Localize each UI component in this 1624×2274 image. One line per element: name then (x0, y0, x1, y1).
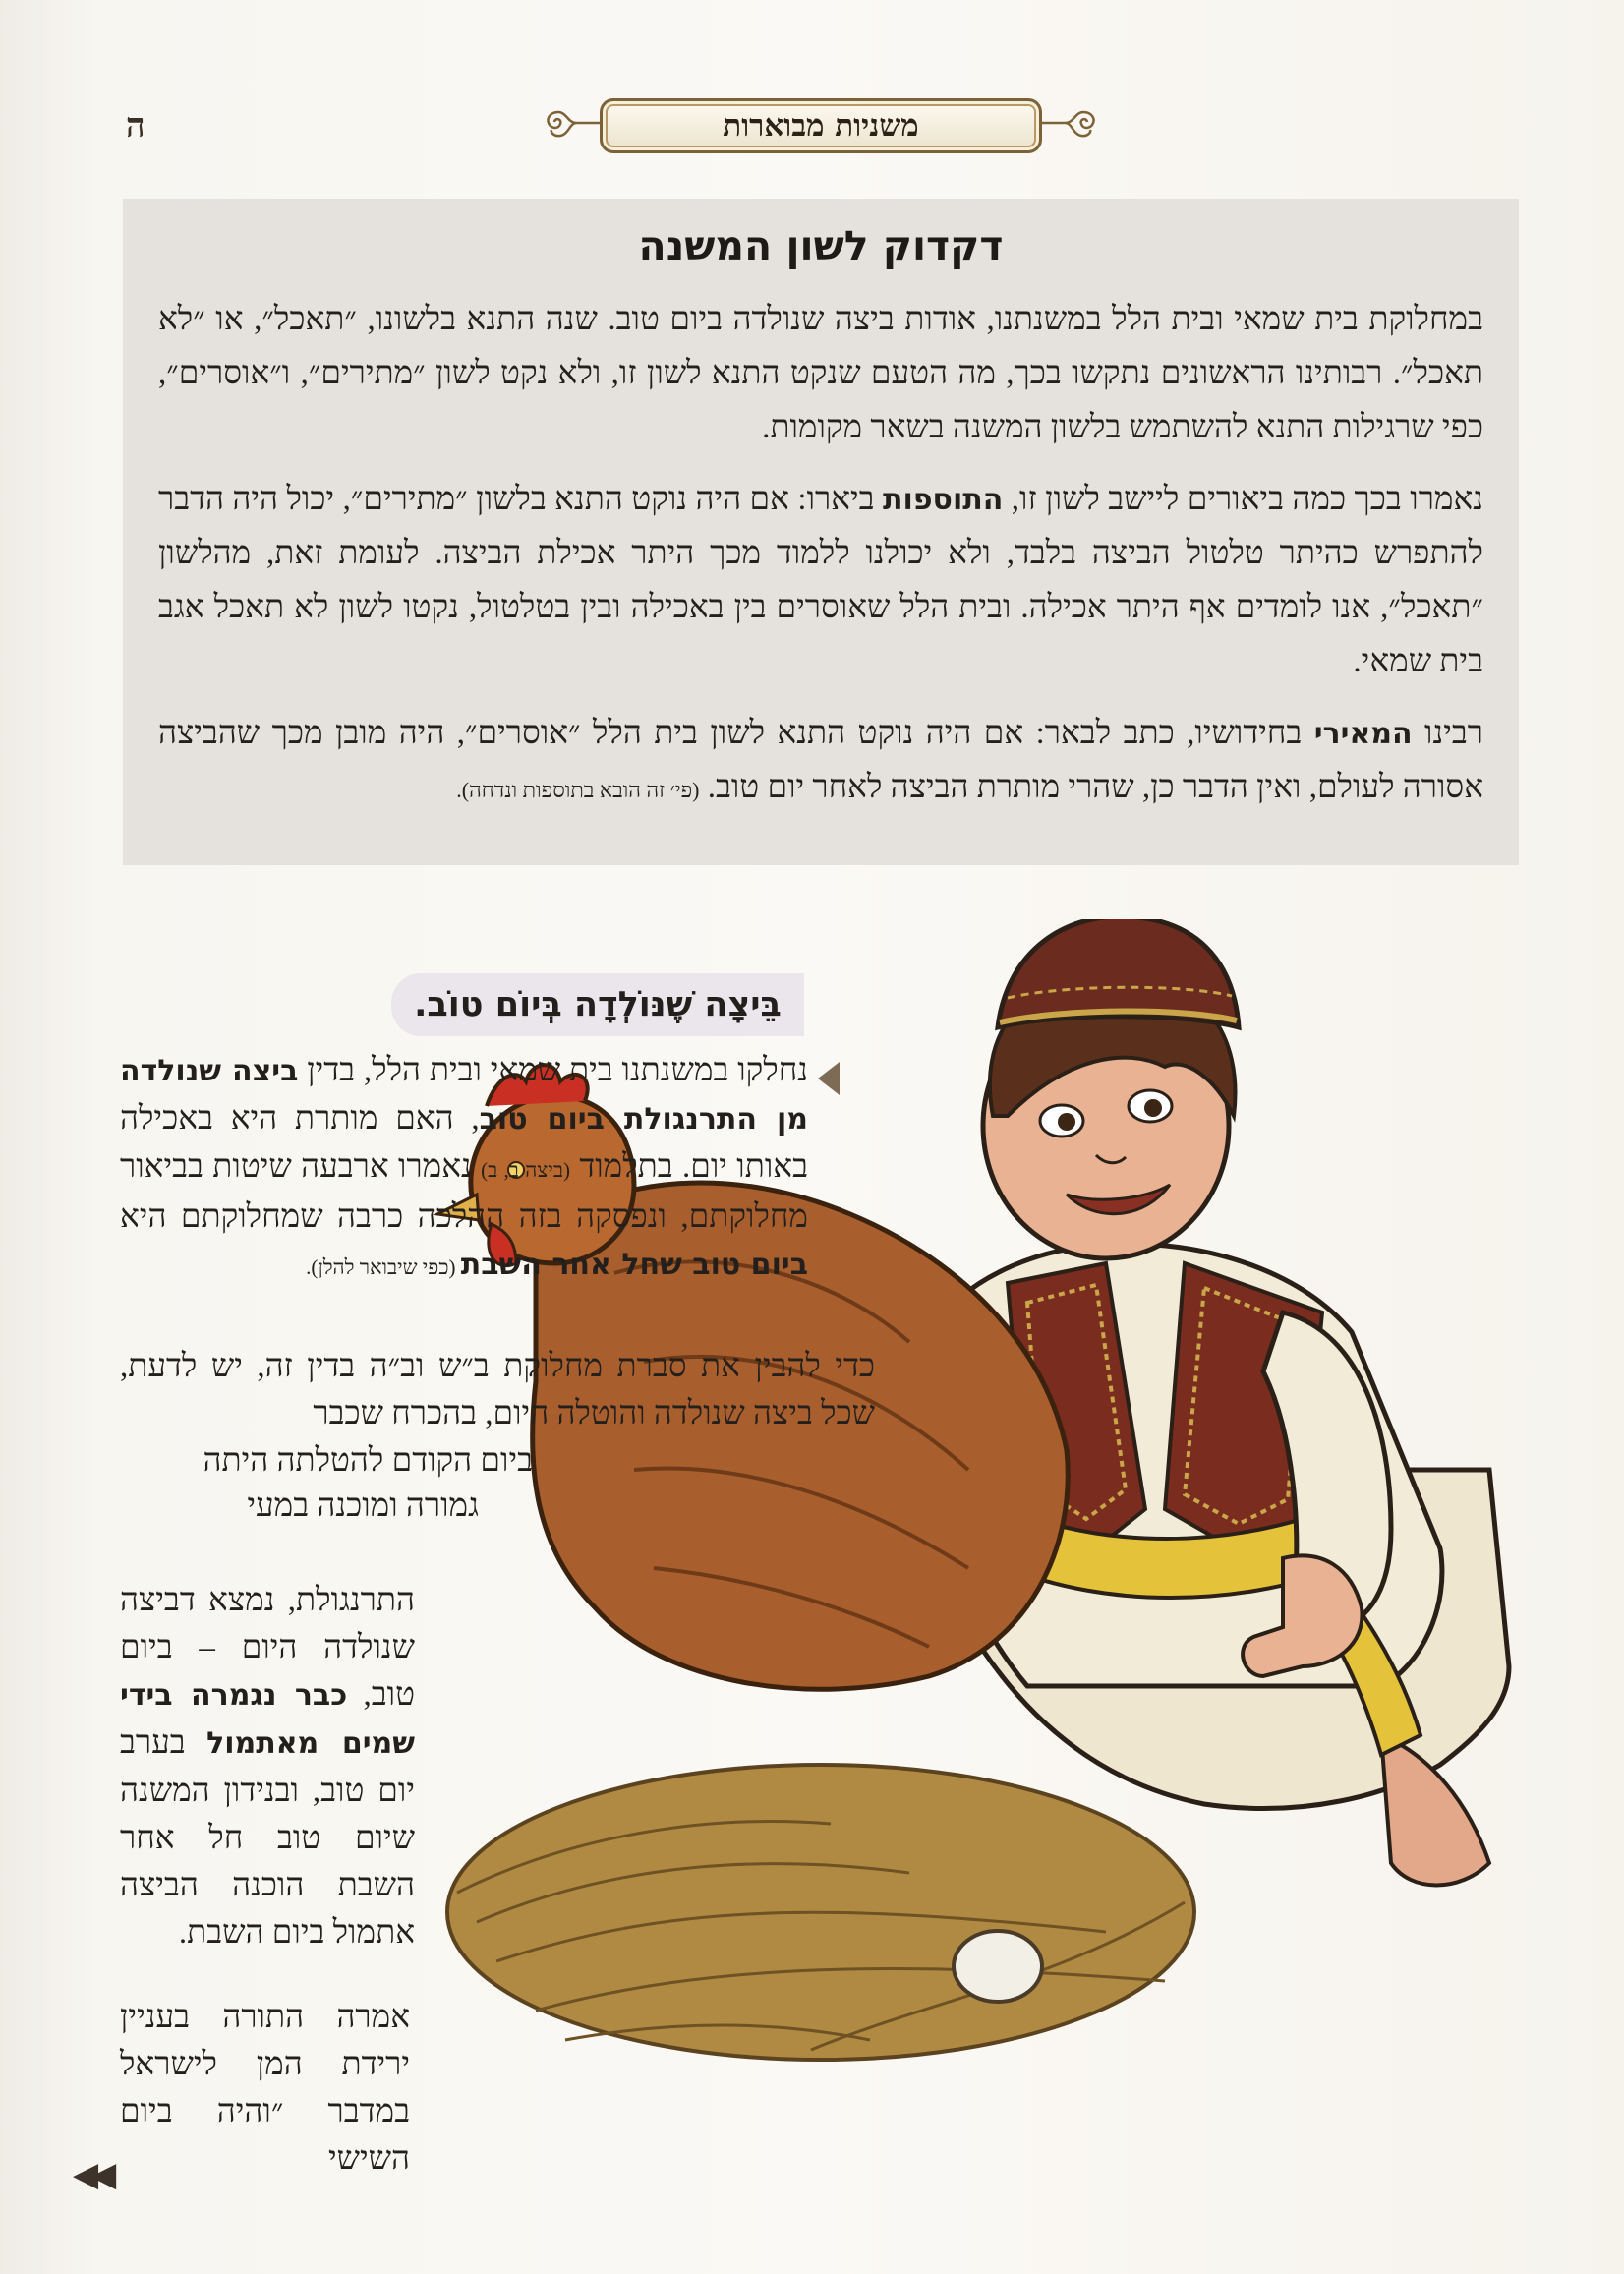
running-header (541, 94, 1101, 153)
section-paragraph-4: גמורה ומוכנה במעי (247, 1488, 479, 1524)
yomtov-after-shabbat-term: ביום טוב שחל אחר השבת (460, 1248, 808, 1282)
egg-law-term: ביצה שנולדה מן התרנגולת ביום טוב (120, 1054, 808, 1137)
running-head-title: משניות מבוארות (723, 108, 919, 144)
section-paragraph-1: נחלקו במשנתנו בית שמאי ובית הלל, בדין ביצה שנולדה מן התרנגולת ביום טוב, האם מותרת היא באכילה באותו יום. בתלמוד (ביצה ב, ב) נאמרו ארבעה שיטות בביאור מחלוקתם, ונפסקה בזה ההלכה כרבה שמחלוקתם היא ביום טוב שחל אחר השבת (כפי שיבואר להלן). (120, 1053, 808, 1282)
left-flourish-ornament (541, 106, 602, 140)
header-banner (600, 98, 1042, 153)
section-paragraph-5: התרנגולת, נמצא דביצה שנולדה היום – ביום טוב, כבר נגמרה בידי שמים מאתמול בערב יום טוב, ובנידון המשנה שיום טוב חל אחר השבת הוכנה הביצה אתמול ביום השבת. (120, 1583, 415, 1951)
completed-by-heaven-term: כבר נגמרה בידי שמים מאתמול (120, 1678, 415, 1761)
right-flourish-ornament (1040, 106, 1101, 140)
grammar-paragraph-1: במחלוקת בית שמאי ובית הלל במשנתנו, אודות ביצה שנולדה ביום טוב. שנה התנא בלשונו, ״תאכל״, או ״לא תאכל״. רבותינו הראשונים נתקשו בכך, מה הטעם שנקט התנא לשון זו, ולא נקט לשון ״מתירים״, ו״אוסרים״, כפי שרגילות התנא להשתמש בלשון המשנה בשאר מקומות. (158, 302, 1483, 445)
grammar-paragraph-2: נאמרו בכך כמה ביאורים ליישב לשון זו, התוספות ביארו: אם היה נוקט התנא בלשון ״מתירים״, יכול היה הדבר להתפרש כהיתר טלטול הביצה בלבד, ולא יכולנו ללמוד מכך היתר אכילת הביצה. לעומת זאת, מהלשון ״תאכל״, אנו לומדים אף היתר אכילה. ובית הלל שאוסרים בין באכילה ובין בטלטול, נקטו לשון לא תאכל אגב בית שמאי. (158, 482, 1483, 679)
grammar-box (123, 199, 1519, 865)
page-number: ה (126, 106, 145, 146)
meiri-term: המאירי (1313, 717, 1413, 751)
section-paragraph-6: אמרה התורה בעניין ירידת המן לישראל במדבר ״והיה ביום השישי (120, 2000, 410, 2177)
topic-title: בֵּיצָה שֶׁנּוֹלְדָה בְּיוֹם טוֹב. (414, 985, 782, 1024)
tosafot-term: התוספות (883, 483, 1004, 517)
grammar-paragraph-3: רבינו המאירי בחידושיו, כתב לבאר: אם היה נוקט התנא לשון בית הלל ״אוסרים״, היה מובן מכך שהביצה אסורה לעולם, ואין הדבר כן, שהרי מותרת הביצה לאחר יום טוב. (פי׳ זה הובא בתוספות ונדחה). (158, 716, 1483, 805)
triangle-bullet-icon (818, 1062, 840, 1095)
section-note: (כפי שיבואר להלן). (306, 1255, 461, 1279)
topic-header (391, 973, 804, 1036)
continue-arrows-icon: ◀◀ (73, 2155, 109, 2194)
talmud-reference: (ביצה ב, ב) (481, 1158, 570, 1182)
section-paragraph-3: ביום הקודם להטלתה היתה (203, 1443, 533, 1479)
grammar-box-heading: דקדוק לשון המשנה (638, 222, 1004, 269)
grammar-note: (פי׳ זה הובא בתוספות ונדחה). (456, 778, 700, 802)
section-paragraph-2: כדי להבין את סברת מחלוקת ב״ש וב״ה בדין זה, יש לדעת, שכל ביצה שנולדה והוטלה היום, בהכרח שכבר (120, 1349, 875, 1431)
